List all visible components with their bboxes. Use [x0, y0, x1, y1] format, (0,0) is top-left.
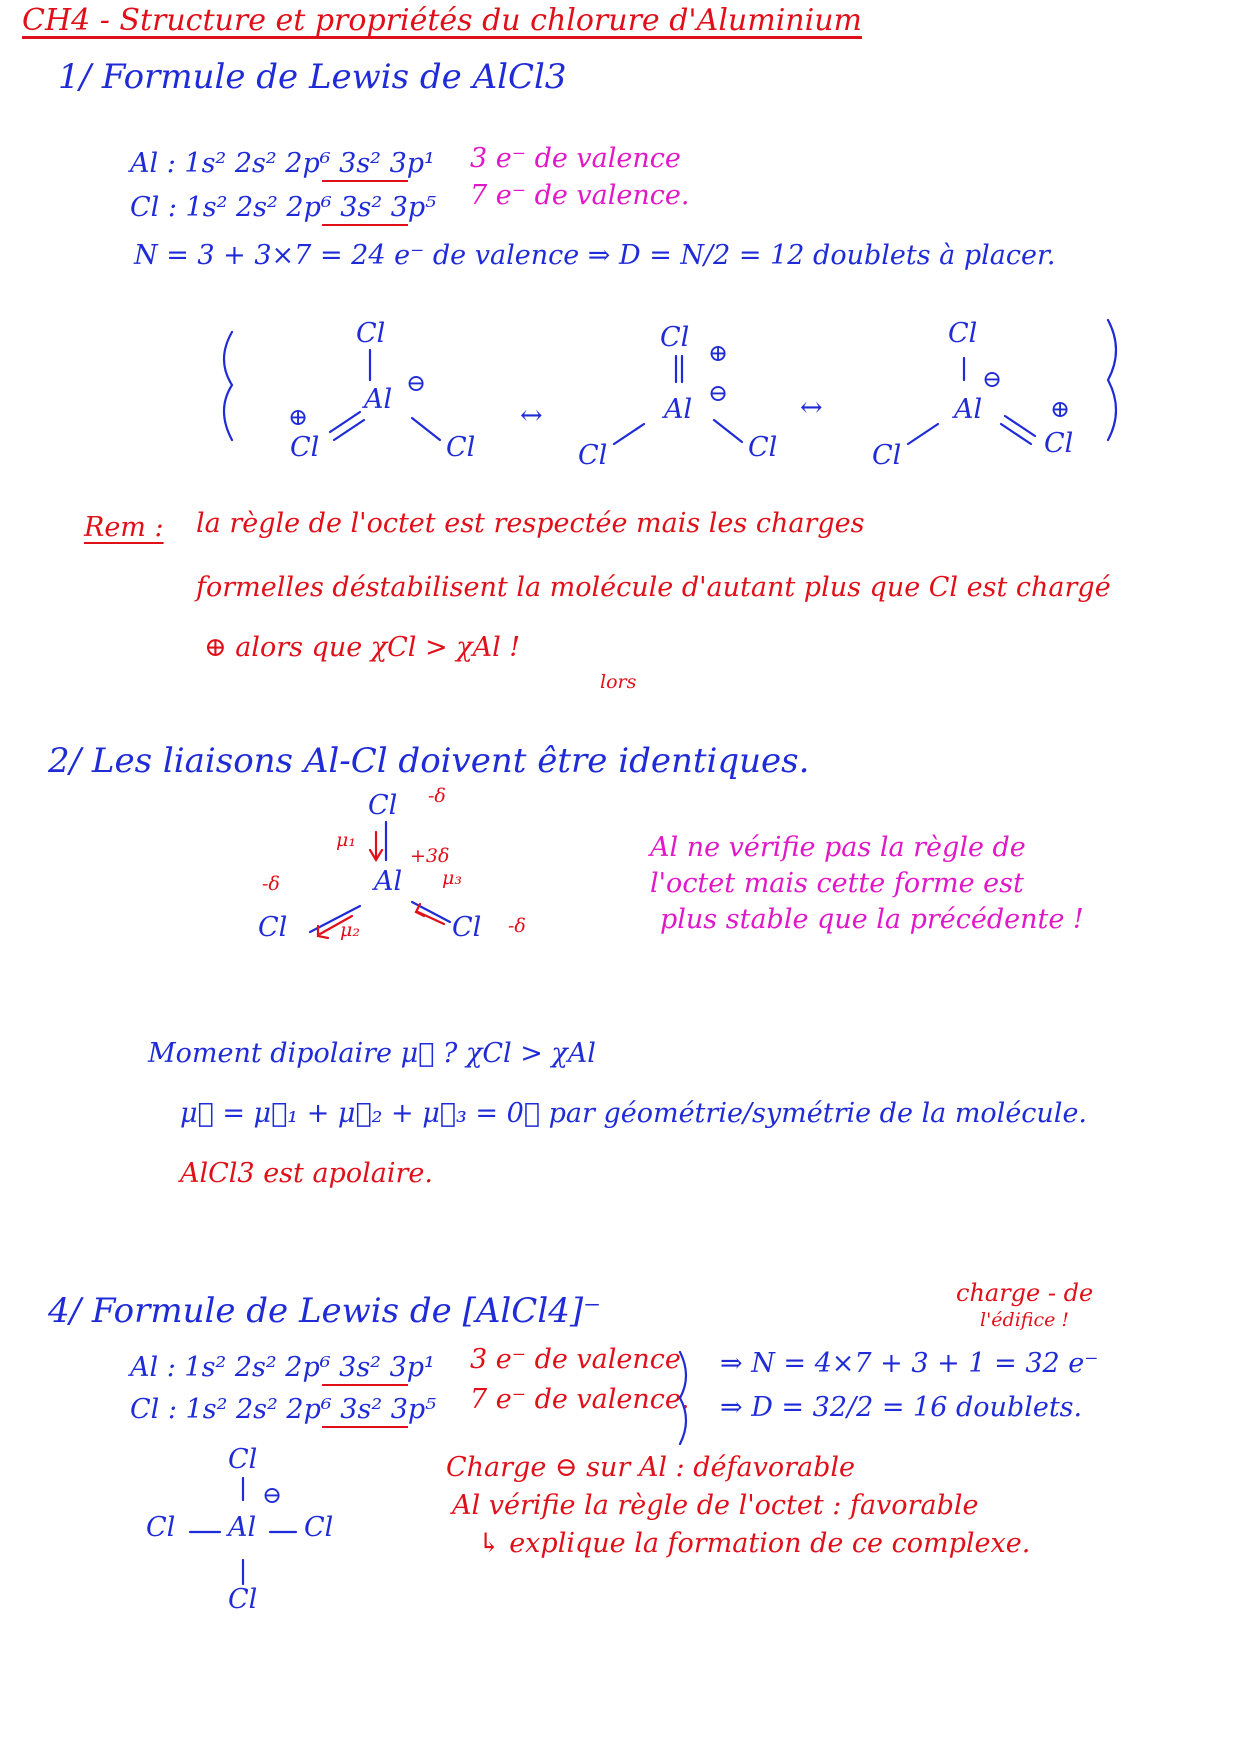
remark-line-1: la règle de l'octet est respectée mais les charges: [196, 508, 865, 539]
s2-cl-top: Cl: [660, 322, 690, 353]
mu2-label: μ₂: [340, 919, 360, 941]
dipole-sum: μ⃗ = μ⃗₁ + μ⃗₂ + μ⃗₃ = 0⃗ par géométrie/symétrie de la molécule.: [180, 1098, 1088, 1129]
d-al-delta: +3δ: [410, 845, 450, 867]
alcl4-al-config: Al : 1s² 2s² 2p⁶ 3s² 3p¹: [130, 1352, 435, 1383]
valence-electron-count: N = 3 + 3×7 = 24 e⁻ de valence ⇒ D = N/2 = 12 doublets à placer.: [134, 240, 1056, 271]
section2-heading: 2/ Les liaisons Al-Cl doivent être identiques.: [48, 741, 810, 781]
octet-note-line-3: plus stable que la précédente !: [660, 904, 1084, 935]
s2-cl-left: Cl: [578, 440, 608, 471]
section4-heading: 4/ Formule de Lewis de [AlCl4]⁻: [48, 1291, 602, 1331]
s1-cl-top: Cl: [356, 318, 386, 349]
s2-al-charge: ⊖: [708, 379, 729, 407]
resonance-arrow-2: ↔: [800, 392, 823, 423]
alcl4-note-line-1: Charge ⊖ sur Al : défavorable: [446, 1452, 855, 1483]
remark-line-3: ⊕ alors que χCl > χAl !: [204, 632, 521, 663]
s3-cl-left: Cl: [872, 440, 902, 471]
al-valence-count: 3 e⁻ de valence: [470, 143, 681, 174]
s3-al: Al: [954, 394, 983, 425]
alcl4-cl-top: Cl: [228, 1444, 258, 1475]
s1-al: Al: [364, 384, 393, 415]
alcl4-electron-count: ⇒ N = 4×7 + 3 + 1 = 32 e⁻: [720, 1348, 1099, 1379]
charge-corner-note-2: l'édifice !: [980, 1309, 1070, 1331]
alcl4-cl-left: Cl: [146, 1512, 176, 1543]
s1-cl-right: Cl: [446, 432, 476, 463]
alcl4-cl-config: Cl : 1s² 2s² 2p⁶ 3s² 3p⁵: [130, 1394, 437, 1425]
section1-heading: 1/ Formule de Lewis de AlCl3: [58, 57, 567, 97]
remark-label: Rem :: [84, 512, 164, 543]
s3-cl-right-charge: ⊕: [1050, 395, 1071, 423]
mu1-label: μ₁: [336, 829, 356, 851]
d-cl-right: Cl: [452, 912, 482, 943]
s1-al-charge: ⊖: [406, 369, 427, 397]
s1-cl-left: Cl: [290, 432, 320, 463]
s3-cl-top: Cl: [948, 318, 978, 349]
d-cl-left: Cl: [258, 912, 288, 943]
alcl4-note-line-2: Al vérifie la règle de l'octet : favorable: [452, 1490, 979, 1521]
alcl4-cl-right: Cl: [304, 1512, 334, 1543]
s3-cl-right: Cl: [1044, 428, 1074, 459]
s1-cl-left-charge: ⊕: [288, 403, 309, 431]
alcl4-doublet-count: ⇒ D = 32/2 = 16 doublets.: [720, 1392, 1083, 1423]
charge-corner-note-1: charge - de: [956, 1279, 1094, 1307]
alcl4-al: Al: [228, 1512, 257, 1543]
s2-al: Al: [664, 394, 693, 425]
dipole-question: Moment dipolaire μ⃗ ? χCl > χAl: [148, 1038, 596, 1069]
octet-note-line-2: l'octet mais cette forme est: [650, 868, 1024, 899]
mu3-label: μ₃: [442, 867, 462, 889]
d-al: Al: [374, 866, 403, 897]
resonance-arrow-1: ↔: [520, 400, 543, 431]
alcl4-note-line-3: ↳ explique la formation de ce complexe.: [478, 1528, 1031, 1559]
alcl4-al-valence: 3 e⁻ de valence: [470, 1344, 681, 1375]
alcl4-cl-valence: 7 e⁻ de valence.: [470, 1384, 690, 1415]
alcl4-cl-bottom: Cl: [228, 1584, 258, 1615]
s2-cl-top-charge: ⊕: [708, 339, 729, 367]
d-cl-top: Cl: [368, 790, 398, 821]
remark-subscript: lors: [600, 671, 637, 693]
alcl4-al-charge: ⊖: [262, 1481, 283, 1509]
d-cl-top-delta: -δ: [428, 785, 446, 807]
remark-line-2: formelles déstabilisent la molécule d'autant plus que Cl est chargé: [196, 572, 1111, 603]
d-cl-right-delta: -δ: [508, 915, 526, 937]
cl-electron-config: Cl : 1s² 2s² 2p⁶ 3s² 3p⁵: [130, 192, 437, 223]
s3-al-charge: ⊖: [982, 365, 1003, 393]
octet-note-line-1: Al ne vérifie pas la règle de: [650, 832, 1026, 863]
apolar-statement: AlCl3 est apolaire.: [180, 1158, 433, 1189]
cl-valence-count: 7 e⁻ de valence.: [470, 180, 690, 211]
s2-cl-right: Cl: [748, 432, 778, 463]
al-electron-config: Al : 1s² 2s² 2p⁶ 3s² 3p¹: [130, 148, 435, 179]
d-cl-left-delta: -δ: [262, 873, 280, 895]
page-title: CH4 - Structure et propriétés du chlorure d'Aluminium: [22, 3, 862, 38]
